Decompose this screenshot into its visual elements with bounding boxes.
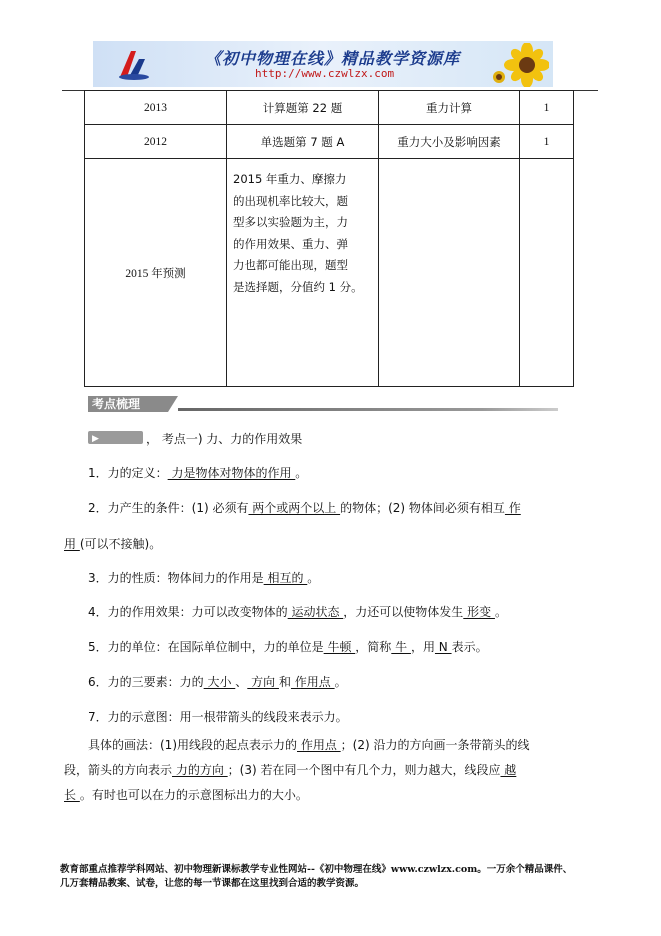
forecast-note-cell bbox=[227, 159, 379, 387]
item-text: 3．力的性质：物体间力的作用是 bbox=[88, 571, 264, 585]
answer-blank: 越 bbox=[500, 763, 517, 777]
item-unit bbox=[88, 638, 488, 655]
answer-blank: 作用点 bbox=[297, 738, 341, 752]
table-row bbox=[85, 125, 574, 159]
method-line-3 bbox=[64, 786, 308, 803]
forecast-line: 是选择题，分值约 1 分。 bbox=[233, 279, 363, 294]
answer-blank: 力是物体对物体的作用 bbox=[167, 466, 296, 480]
answer-blank: N bbox=[434, 640, 452, 654]
footer-line: 教育部重点推荐学科网站、初中物理新课标教学专业性网站--《初中物理在线》www.czwlzx.com。一万余个精品课件、 bbox=[60, 864, 573, 875]
answer-blank: 大小 bbox=[203, 675, 236, 689]
section-heading-label: 考点梳理 bbox=[88, 396, 168, 412]
item-text: ，力还可以使物体发生 bbox=[343, 605, 464, 619]
answer-blank: 牛 bbox=[391, 640, 411, 654]
forecast-year-cell: 2015 年预测 bbox=[85, 159, 227, 387]
forecast-line: 2015 年重力、摩擦力 bbox=[233, 172, 347, 186]
answer-blank: 牛顿 bbox=[323, 640, 356, 654]
item-text: 2．力产生的条件：(1) 必须有 bbox=[88, 501, 249, 515]
footer-line: 几万套精品教案、试卷，让您的每一节课都在这里找到合适的教学资源。 bbox=[60, 878, 365, 889]
answer-blank: 力的方向 bbox=[172, 763, 228, 777]
item-condition-cont bbox=[64, 535, 161, 552]
answer-blank: 作用点 bbox=[290, 675, 335, 689]
item-text: 具体的画法：(1)用线段的起点表示力的 bbox=[88, 738, 297, 752]
item-text: 4．力的作用效果：力可以改变物体的 bbox=[88, 605, 288, 619]
item-text: 。 bbox=[334, 675, 347, 689]
table-row bbox=[85, 91, 574, 125]
item-text: 的物体；(2) 物体间必须有相互 bbox=[340, 501, 505, 515]
question-type-cell: 单选题第 7 题 A bbox=[227, 125, 379, 159]
answer-blank: 作 bbox=[504, 501, 521, 515]
key-point-title: ， 考点一) 力、力的作用效果 bbox=[146, 432, 303, 446]
section-heading-rule bbox=[178, 408, 558, 411]
item-text: 1．力的定义： bbox=[88, 466, 168, 480]
forecast-row bbox=[85, 159, 574, 387]
site-url[interactable]: http://www.czwlzx.com bbox=[255, 67, 395, 80]
knowledge-point-cell: 重力大小及影响因素 bbox=[379, 125, 520, 159]
item-text: ，用 bbox=[410, 640, 435, 654]
item-text: 6．力的三要素：力的 bbox=[88, 675, 204, 689]
site-title: 《初中物理在线》精品教学资源库 bbox=[205, 49, 461, 68]
method-line-2 bbox=[64, 761, 516, 778]
section-heading-tail bbox=[168, 396, 178, 412]
page-footer bbox=[60, 863, 620, 891]
item-text: ，简称 bbox=[355, 640, 392, 654]
item-text: 5．力的单位：在国际单位制中，力的单位是 bbox=[88, 640, 324, 654]
score-cell: 1 bbox=[520, 125, 574, 159]
answer-blank: 运动状态 bbox=[287, 605, 344, 619]
empty-cell bbox=[520, 159, 574, 387]
item-text: 。 bbox=[494, 605, 507, 619]
item-diagram bbox=[88, 708, 348, 725]
item-condition bbox=[88, 499, 521, 516]
forecast-line: 力也都可能出现，题型 bbox=[233, 258, 348, 272]
section-heading bbox=[88, 396, 558, 412]
forecast-line: 的出现机率比较大，题 bbox=[233, 193, 348, 208]
item-text: 。有时也可以在力的示意图标出力的大小。 bbox=[79, 788, 308, 802]
item-text: 段，箭头的方向表示 bbox=[64, 763, 173, 777]
item-text: 7．力的示意图：用一根带箭头的线段来表示力。 bbox=[88, 710, 348, 724]
item-definition bbox=[88, 464, 307, 481]
item-text: 。 bbox=[295, 466, 308, 480]
header-banner bbox=[93, 41, 553, 87]
knowledge-point-cell: 重力计算 bbox=[379, 91, 520, 125]
exam-stats-table bbox=[84, 90, 574, 387]
year-cell: 2013 bbox=[85, 91, 227, 125]
item-text: (可以不接触)。 bbox=[79, 537, 162, 551]
item-text: ；(2) 沿力的方向画一条带箭头的线 bbox=[340, 738, 530, 752]
question-type-cell: 计算题第 22 题 bbox=[227, 91, 379, 125]
item-text: 。 bbox=[307, 571, 320, 585]
key-point-marker bbox=[88, 431, 143, 444]
answer-blank: 方向 bbox=[247, 675, 279, 689]
site-logo-icon bbox=[117, 47, 151, 81]
answer-blank: 长 bbox=[64, 788, 80, 802]
item-text: ；(3) 若在同一个图中有几个力，则力越大，线段应 bbox=[227, 763, 501, 777]
forecast-line: 的作用效果、重力、弹 bbox=[233, 236, 348, 251]
item-three-elements bbox=[88, 673, 347, 690]
item-effect bbox=[88, 603, 507, 620]
empty-cell bbox=[379, 159, 520, 387]
item-text: 、 bbox=[235, 675, 248, 689]
play-arrow-icon: ▶ bbox=[92, 434, 99, 444]
answer-blank: 用 bbox=[64, 537, 80, 551]
item-property bbox=[88, 569, 319, 586]
score-cell: 1 bbox=[520, 91, 574, 125]
item-text: 表示。 bbox=[451, 640, 488, 654]
answer-blank: 相互的 bbox=[263, 571, 308, 585]
forecast-line: 型多以实验题为主，力 bbox=[233, 215, 348, 229]
sunflower-icon bbox=[491, 43, 549, 87]
item-text: 和 bbox=[278, 675, 291, 689]
answer-blank: 两个或两个以上 bbox=[248, 501, 341, 515]
method-line-1 bbox=[88, 736, 529, 753]
answer-blank: 形变 bbox=[463, 605, 495, 619]
year-cell: 2012 bbox=[85, 125, 227, 159]
